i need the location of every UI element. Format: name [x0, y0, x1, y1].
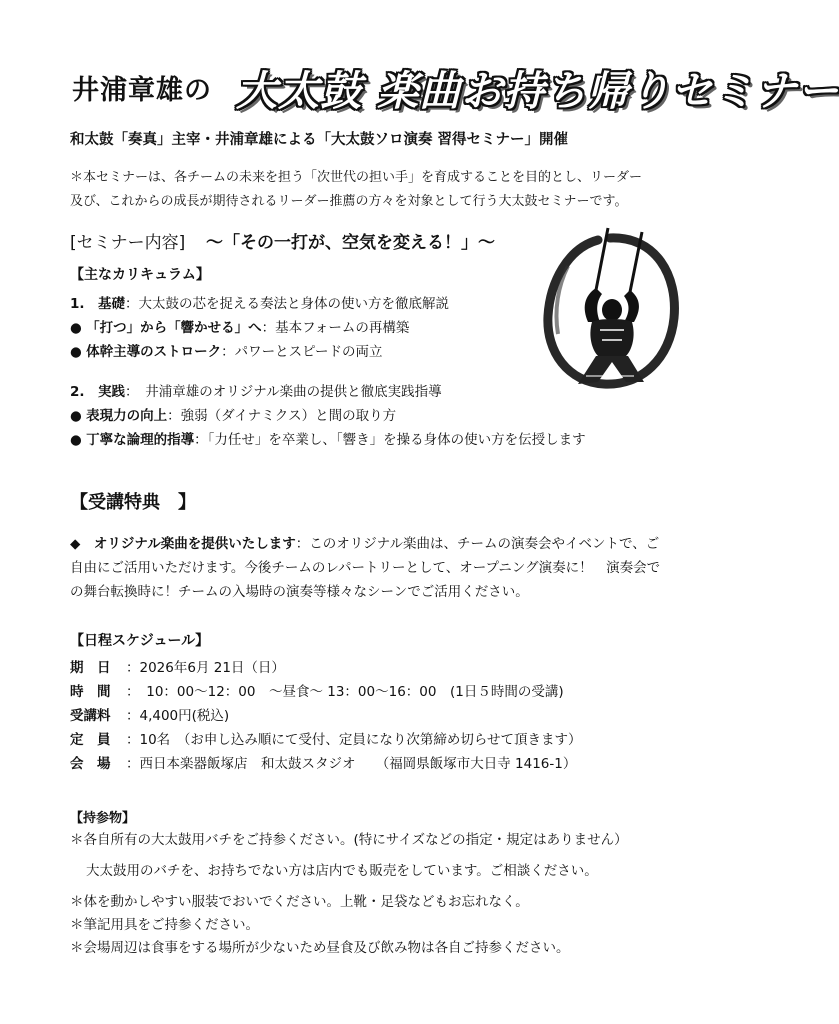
- item-text: ：パワーとスピードの両立: [221, 344, 383, 360]
- benefit-text: [70, 532, 670, 604]
- bullet-icon: ●: [70, 320, 82, 336]
- intro: [70, 166, 642, 214]
- list-item: [70, 316, 409, 336]
- benefit-bold: ◆ オリジナル楽曲を提供いたします: [70, 536, 296, 552]
- item-text: ：「力任せ」を卒業し、「響き」を操る身体の使い方を伝授します: [194, 432, 586, 448]
- schedule-label: 時 間: [70, 684, 111, 700]
- list-item: [70, 428, 586, 448]
- belongings-line: 大太鼓用のバチを、お持ちでない方は店内でも販売をしています。ご相談ください。: [86, 863, 598, 879]
- belongings-line: ＊会場周辺は食事をする場所が少ないため昼食及び飲み物は各自ご持参ください。: [70, 940, 570, 956]
- part1-text: ：大太鼓の芯を捉える奏法と身体の使い方を徹底解説: [125, 296, 450, 312]
- schedule-row-fee: [70, 704, 229, 724]
- subtitle: 和太鼓「奏真」主宰・井浦章雄による「大太鼓ソロ演奏 習得セミナー」開催: [70, 132, 569, 148]
- intro-line-2: 及び、これからの成長が期待されるリーダー推薦の方々を対象として行う大太鼓セミナーです。: [70, 194, 628, 209]
- part2-text: ： 井浦章雄のオリジナル楽曲の提供と徹底実践指導: [125, 384, 442, 400]
- benefit-heading: 【受講特典 】: [70, 492, 196, 513]
- bullet-icon: ●: [70, 408, 82, 424]
- schedule-label: 会 場: [70, 756, 111, 772]
- item-text: ：強弱（ダイナミクス）と間の取り方: [167, 408, 397, 424]
- title-main: 大太鼓 楽曲お持ち帰りセミナー: [236, 67, 839, 115]
- schedule-row-time: [70, 680, 564, 700]
- content-slogan: ～「その一打が、空気を変える！」～: [206, 233, 495, 253]
- schedule-value: ：4,400円(税込): [126, 708, 230, 724]
- intro-line-1: ＊本セミナーは、各チームの未来を担う「次世代の担い手」を育成することを目的とし、リーダー: [70, 170, 643, 185]
- belongings-line: ＊筆記用具をご持参ください。: [70, 917, 259, 933]
- schedule-label: 期 日: [70, 660, 111, 676]
- schedule-row-venue: [70, 752, 576, 772]
- item-bold: 「打つ」から「響かせる」へ: [86, 320, 262, 336]
- schedule-value: ：10名 （お申し込み順にて受付、定員になり次第締め切らせて頂きます）: [126, 732, 582, 748]
- schedule-label: 受講料: [70, 708, 111, 724]
- belongings-heading: 【持参物】: [70, 811, 136, 826]
- title-name: 井浦章雄の: [72, 75, 212, 106]
- schedule-heading: 【日程スケジュール】: [70, 633, 210, 649]
- bullet-icon: ●: [70, 344, 82, 360]
- curriculum-part2: [70, 380, 442, 400]
- bullet-icon: ●: [70, 432, 82, 448]
- item-bold: 体幹主導のストローク: [86, 344, 222, 360]
- belongings-line: ＊各自所有の大太鼓用バチをご持参ください。(特にサイズなどの指定・規定はありません）: [70, 832, 628, 848]
- item-bold: 丁寧な論理的指導: [86, 432, 195, 448]
- part1-label: 1. 基礎: [70, 296, 126, 312]
- schedule-row-date: [70, 656, 285, 676]
- curriculum-heading: 【主なカリキュラム】: [70, 267, 210, 283]
- belongings-line: ＊体を動かしやすい服装でおいでください。上靴・足袋などもお忘れなく。: [70, 894, 529, 910]
- schedule-value: ：西日本楽器飯塚店 和太鼓スタジオ （福岡県飯塚市大日寺 1416-1）: [126, 756, 577, 772]
- schedule-value: ： 10：00～12：00 ～昼食～ 13：00～16：00 (1日５時間の受講): [126, 684, 564, 700]
- list-item: [70, 340, 383, 360]
- taiko-drummer-illustration: [538, 226, 682, 396]
- schedule-row-capacity: [70, 728, 582, 748]
- schedule-value: ：2026年6月 21日（日）: [126, 660, 285, 676]
- content-heading: [セミナー内容]: [70, 233, 186, 253]
- item-bold: 表現力の向上: [86, 408, 168, 424]
- benefit-body: ：このオリジナル楽曲は、チームの演奏会やイベントで、ご自由にご活用いただけます。今後チームのレパートリーとして、オープニング演奏に！ 演奏会での舞台転換時に！チームの入場時の演奏等様々なシーンでご活用ください。: [70, 536, 661, 600]
- list-item: [70, 404, 396, 424]
- item-text: ：基本フォームの再構築: [261, 320, 410, 336]
- curriculum-part1: [70, 292, 449, 312]
- part2-label: 2. 実践: [70, 384, 126, 400]
- schedule-label: 定 員: [70, 732, 111, 748]
